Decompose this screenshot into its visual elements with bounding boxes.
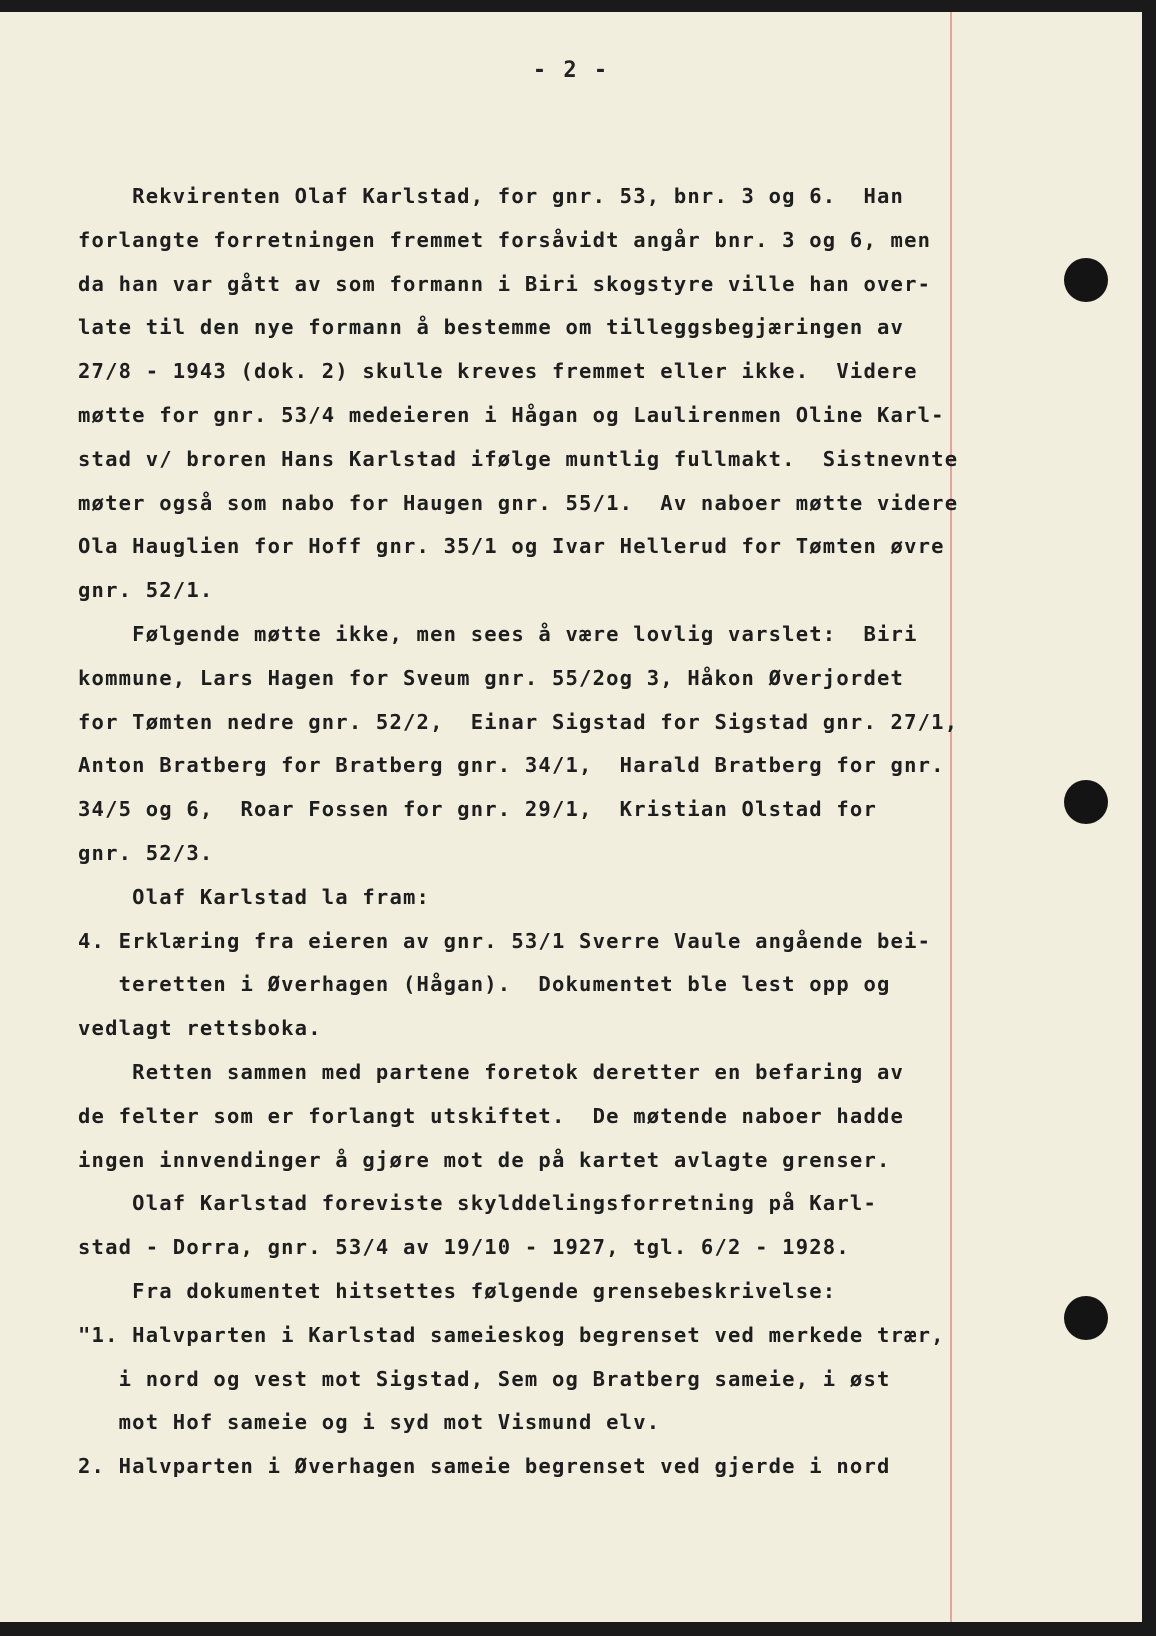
punch-hole [1064, 780, 1108, 824]
punch-hole [1064, 1296, 1108, 1340]
text-line: Rekvirenten Olaf Karlstad, for gnr. 53, bnr. 3 og 6. Han [78, 184, 905, 208]
text-line: 2. Halvparten i Øverhagen sameie begrenset ved gjerde i nord [78, 1454, 891, 1479]
text-line: Olaf Karlstad la fram: [78, 884, 431, 909]
text-line: Retten sammen med partene foretok deretter en befaring av [78, 1060, 905, 1084]
text-line: Olaf Karlstad foreviste skylddelingsforretning på Karl- [78, 1191, 877, 1216]
text-line: forlangte forretningen fremmet forsåvidt angår bnr. 3 og 6, men [78, 227, 932, 252]
text-line: Ola Hauglien for Hoff gnr. 35/1 og Ivar Hellerud for Tømten øvre [78, 534, 945, 559]
text-line: 34/5 og 6, Roar Fossen for gnr. 29/1, Kristian Olstad for [78, 797, 877, 822]
text-line: for Tømten nedre gnr. 52/2, Einar Sigstad for Sigstad gnr. 27/1, [78, 709, 959, 734]
text-line: 4. Erklæring fra eieren av gnr. 53/1 Sverre Vaule angående bei- [78, 928, 932, 953]
text-line: Fra dokumentet hitsettes følgende grensebeskrivelse: [78, 1279, 837, 1303]
text-line: late til den nye formann å bestemme om tilleggsbegjæringen av [78, 315, 905, 340]
text-line: vedlagt rettsboka. [78, 1016, 322, 1041]
text-line: gnr. 52/1. [78, 578, 214, 603]
text-line: Anton Bratberg for Bratberg gnr. 34/1, Harald Bratberg for gnr. [78, 753, 945, 778]
text-line: møtte for gnr. 53/4 medeieren i Hågan og Laulirenmen Oline Karl- [78, 403, 945, 427]
text-line: i nord og vest mot Sigstad, Sem og Bratberg sameie, i øst [78, 1366, 891, 1391]
text-line: de felter som er forlangt utskiftet. De møtende naboer hadde [78, 1103, 905, 1128]
text-line: da han var gått av som formann i Biri skogstyre ville han over- [78, 271, 932, 296]
text-line: ingen innvendinger å gjøre mot de på kartet avlagte grenser. [78, 1147, 891, 1172]
text-line: Følgende møtte ikke, men sees å være lovlig varslet: Biri [78, 622, 918, 646]
text-line: gnr. 52/3. [78, 841, 214, 865]
text-line: stad - Dorra, gnr. 53/4 av 19/10 - 1927, tgl. 6/2 - 1928. [78, 1235, 850, 1260]
text-line: møter også som nabo for Haugen gnr. 55/1. Av naboer møtte videre [78, 490, 959, 515]
text-line: mot Hof sameie og i syd mot Vismund elv. [78, 1410, 661, 1435]
margin-line [950, 12, 952, 1622]
document-page [0, 12, 1142, 1622]
text-line: 27/8 - 1943 (dok. 2) skulle kreves fremmet eller ikke. Videre [78, 359, 918, 384]
text-line: "1. Halvparten i Karlstad sameieskog begrenset ved merkede trær, [78, 1322, 945, 1347]
page-number: - 2 - [532, 58, 610, 83]
scan-border [0, 1622, 1156, 1636]
text-line: stad v/ broren Hans Karlstad ifølge muntlig fullmakt. Sistnevnte [78, 446, 959, 471]
text-line: kommune, Lars Hagen for Sveum gnr. 55/2og 3, Håkon Øverjordet [78, 665, 905, 690]
text-line: teretten i Øverhagen (Hågan). Dokumentet ble lest opp og [78, 972, 891, 997]
punch-hole [1064, 258, 1108, 302]
